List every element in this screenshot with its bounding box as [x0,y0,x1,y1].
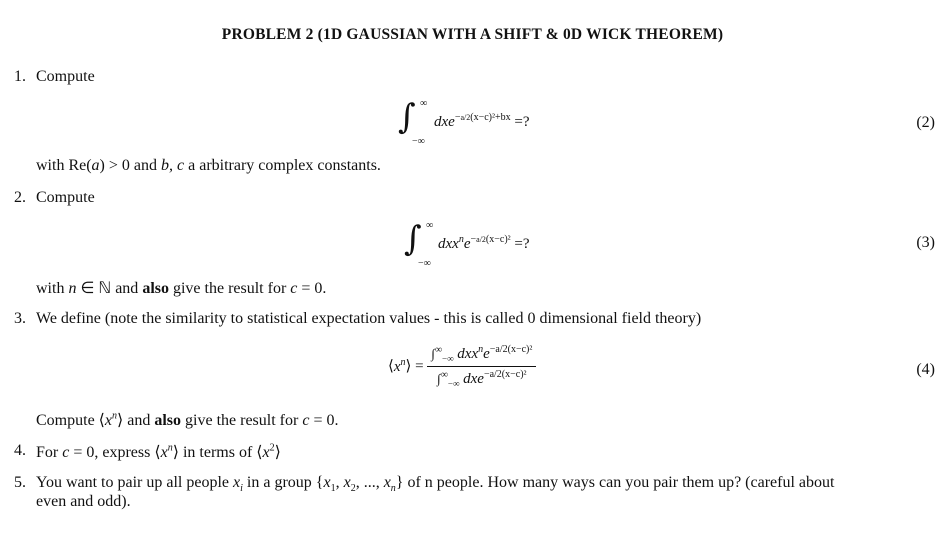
item-2-number: 2. [14,189,26,206]
item-3-number: 3. [14,310,26,327]
item-2-lead: Compute [36,189,95,206]
item-5-text: You want to pair up all people $x_i$ in a group {$x_1$, $x_2$, ..., $x_n$} of n people. How many ways can you pair them up? (careful about [36,474,835,495]
equation-2: ∫ ∞ −∞ dxe$^{-a/2(x-c)^2+bx}$ =? [398,97,530,147]
item-2-condition: with n ∈ ℕ and also give the result for c = 0. [36,280,327,297]
item-1-lead: Compute [36,68,95,85]
item-1-number: 1. [14,68,26,85]
item-4-text: For c = 0, express $⟨x^n⟩$ in terms of $⟨x^2⟩$ [36,442,281,461]
item-1-condition: with Re(a) > 0 and b, c a arbitrary complex constants. [36,157,381,174]
equation-4: $⟨x^n⟩$ = $\frac{\int^\infty_{-\infty} dxx^ne^{-a/2(x-c)^2}}{\int^\infty_{-\infty} dxe^{-a/2(x-c)^2}}$ [388,344,536,388]
item-5-number: 5. [14,474,26,491]
item-3-lead: We define (note the similarity to statistical expectation values - this is called 0 dimensional field theory) [36,310,702,327]
equation-number-3: (3) [916,234,935,251]
equation-3: ∫ ∞ −∞ $dxx^ne^{-a/2(x-c)^2}$ =? [404,219,530,269]
item-4-number: 4. [14,442,26,459]
item-3-task: Compute $⟨x^n⟩$ and also give the result for c = 0. [36,410,339,429]
equation-number-2: (2) [916,114,935,131]
problem-title: PROBLEM 2 (1D GAUSSIAN WITH A SHIFT & 0D WICK THEOREM) [221,26,724,43]
item-5-continuation: even and odd). [36,493,131,510]
equation-number-4: (4) [916,361,935,378]
